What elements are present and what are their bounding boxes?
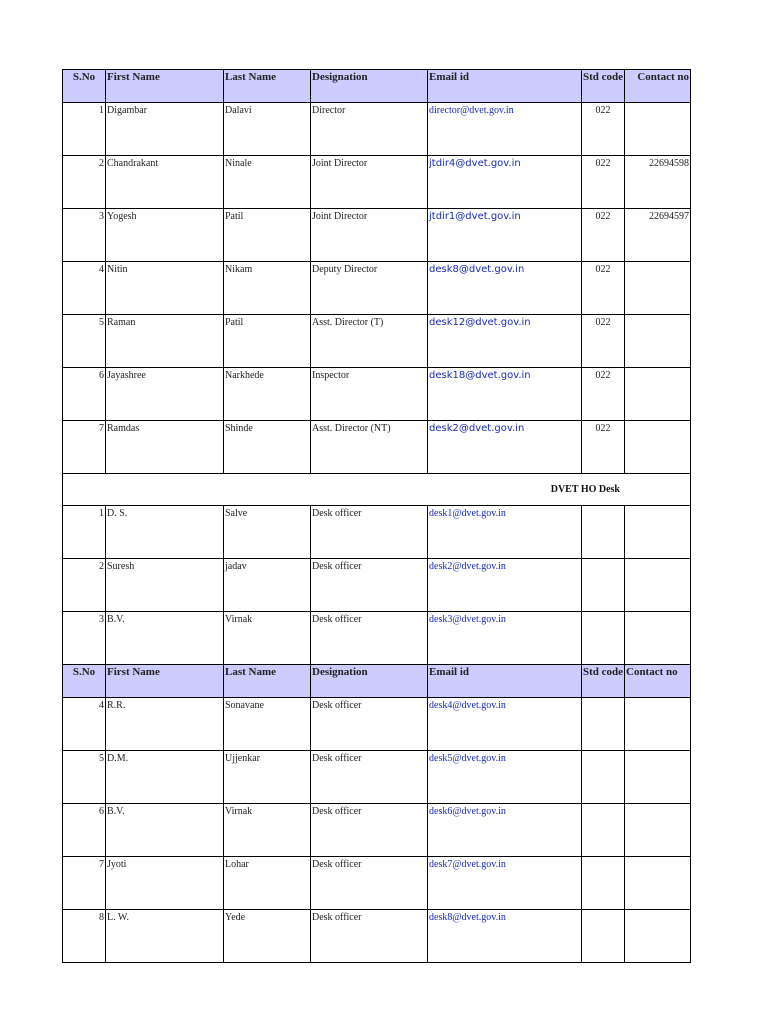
cell-first-name: R.R. bbox=[106, 698, 224, 751]
cell-contact-no bbox=[625, 804, 691, 857]
table-row bbox=[63, 751, 691, 804]
cell-first-name: D. S. bbox=[106, 506, 224, 559]
cell-last-name: Dalavi bbox=[224, 103, 311, 156]
cell-designation: Director bbox=[311, 103, 428, 156]
cell-contact-no bbox=[625, 751, 691, 804]
cell-contact-no bbox=[625, 857, 691, 910]
cell-contact-no bbox=[625, 368, 691, 421]
section-title: DVET HO Desk bbox=[63, 474, 691, 506]
cell-std-code: 022 bbox=[582, 156, 625, 209]
header-email: Email id bbox=[428, 665, 582, 698]
cell-sno: 1 bbox=[63, 506, 106, 559]
header-row bbox=[63, 70, 691, 103]
cell-last-name: Ujjenkar bbox=[224, 751, 311, 804]
cell-first-name: Raman bbox=[106, 315, 224, 368]
cell-contact-no: 22694597 bbox=[625, 209, 691, 262]
cell-email-link[interactable]: desk8@dvet.gov.in bbox=[428, 262, 582, 315]
cell-contact-no bbox=[625, 698, 691, 751]
cell-sno: 5 bbox=[63, 315, 106, 368]
cell-email-link[interactable]: desk18@dvet.gov.in bbox=[428, 368, 582, 421]
header-sno: S.No bbox=[63, 70, 106, 103]
section-row bbox=[63, 474, 691, 506]
cell-last-name: Shinde bbox=[224, 421, 311, 474]
cell-first-name: B.V. bbox=[106, 612, 224, 665]
cell-email-link[interactable]: desk5@dvet.gov.in bbox=[428, 751, 582, 804]
cell-designation: Joint Director bbox=[311, 209, 428, 262]
cell-last-name: jadav bbox=[224, 559, 311, 612]
cell-sno: 5 bbox=[63, 751, 106, 804]
table-row bbox=[63, 156, 691, 209]
cell-last-name: Patil bbox=[224, 209, 311, 262]
header-std-code: Std code bbox=[582, 665, 625, 698]
cell-std-code bbox=[582, 612, 625, 665]
cell-sno: 4 bbox=[63, 262, 106, 315]
header-first-name: First Name bbox=[106, 70, 224, 103]
cell-std-code: 022 bbox=[582, 421, 625, 474]
table-row bbox=[63, 506, 691, 559]
cell-first-name: Suresh bbox=[106, 559, 224, 612]
table-row bbox=[63, 804, 691, 857]
cell-contact-no: 22694598 bbox=[625, 156, 691, 209]
cell-email-link[interactable]: desk4@dvet.gov.in bbox=[428, 698, 582, 751]
cell-first-name: Ramdas bbox=[106, 421, 224, 474]
cell-std-code bbox=[582, 910, 625, 963]
cell-std-code: 022 bbox=[582, 368, 625, 421]
cell-email-link[interactable]: desk7@dvet.gov.in bbox=[428, 857, 582, 910]
cell-designation: Deputy Director bbox=[311, 262, 428, 315]
cell-email-link[interactable]: desk2@dvet.gov.in bbox=[428, 421, 582, 474]
cell-first-name: Jyoti bbox=[106, 857, 224, 910]
cell-email-link[interactable]: desk3@dvet.gov.in bbox=[428, 612, 582, 665]
cell-designation: Desk officer bbox=[311, 559, 428, 612]
cell-contact-no bbox=[625, 262, 691, 315]
cell-last-name: Salve bbox=[224, 506, 311, 559]
cell-email-link[interactable]: desk6@dvet.gov.in bbox=[428, 804, 582, 857]
cell-std-code bbox=[582, 751, 625, 804]
cell-last-name: Virnak bbox=[224, 804, 311, 857]
table-row bbox=[63, 262, 691, 315]
table-row bbox=[63, 103, 691, 156]
cell-std-code: 022 bbox=[582, 103, 625, 156]
cell-last-name: Sonavane bbox=[224, 698, 311, 751]
cell-contact-no bbox=[625, 421, 691, 474]
table-row bbox=[63, 559, 691, 612]
cell-email-link[interactable]: desk12@dvet.gov.in bbox=[428, 315, 582, 368]
cell-designation: Asst. Director (T) bbox=[311, 315, 428, 368]
cell-email-link[interactable]: director@dvet.gov.in bbox=[428, 103, 582, 156]
cell-designation: Desk officer bbox=[311, 751, 428, 804]
cell-contact-no bbox=[625, 559, 691, 612]
cell-designation: Desk officer bbox=[311, 804, 428, 857]
cell-designation: Desk officer bbox=[311, 506, 428, 559]
cell-first-name: Jayashree bbox=[106, 368, 224, 421]
cell-first-name: Yogesh bbox=[106, 209, 224, 262]
table-row bbox=[63, 315, 691, 368]
cell-designation: Asst. Director (NT) bbox=[311, 421, 428, 474]
header-row bbox=[63, 665, 691, 698]
cell-std-code bbox=[582, 559, 625, 612]
table-row bbox=[63, 612, 691, 665]
cell-designation: Desk officer bbox=[311, 612, 428, 665]
header-contact-no: Contact no bbox=[625, 665, 691, 698]
cell-sno: 3 bbox=[63, 209, 106, 262]
table-row bbox=[63, 698, 691, 751]
cell-designation: Desk officer bbox=[311, 857, 428, 910]
cell-email-link[interactable]: jtdir1@dvet.gov.in bbox=[428, 209, 582, 262]
cell-last-name: Virnak bbox=[224, 612, 311, 665]
cell-sno: 2 bbox=[63, 559, 106, 612]
cell-sno: 6 bbox=[63, 804, 106, 857]
cell-contact-no bbox=[625, 910, 691, 963]
cell-sno: 7 bbox=[63, 857, 106, 910]
cell-designation: Inspector bbox=[311, 368, 428, 421]
header-designation: Designation bbox=[311, 665, 428, 698]
cell-email-link[interactable]: jtdir4@dvet.gov.in bbox=[428, 156, 582, 209]
cell-sno: 2 bbox=[63, 156, 106, 209]
cell-first-name: B.V. bbox=[106, 804, 224, 857]
table-row bbox=[63, 368, 691, 421]
cell-last-name: Nikam bbox=[224, 262, 311, 315]
cell-email-link[interactable]: desk1@dvet.gov.in bbox=[428, 506, 582, 559]
cell-last-name: Ninale bbox=[224, 156, 311, 209]
cell-first-name: L. W. bbox=[106, 910, 224, 963]
cell-contact-no bbox=[625, 103, 691, 156]
header-last-name: Last Name bbox=[224, 70, 311, 103]
cell-email-link[interactable]: desk8@dvet.gov.in bbox=[428, 910, 582, 963]
cell-last-name: Narkhede bbox=[224, 368, 311, 421]
table-row bbox=[63, 910, 691, 963]
cell-std-code: 022 bbox=[582, 262, 625, 315]
cell-designation: Desk officer bbox=[311, 698, 428, 751]
cell-sno: 7 bbox=[63, 421, 106, 474]
header-sno: S.No bbox=[63, 665, 106, 698]
table-row bbox=[63, 421, 691, 474]
cell-std-code bbox=[582, 506, 625, 559]
staff-contact-table bbox=[62, 69, 691, 963]
header-designation: Designation bbox=[311, 70, 428, 103]
cell-last-name: Yede bbox=[224, 910, 311, 963]
header-last-name: Last Name bbox=[224, 665, 311, 698]
cell-std-code: 022 bbox=[582, 209, 625, 262]
cell-sno: 4 bbox=[63, 698, 106, 751]
cell-first-name: Digambar bbox=[106, 103, 224, 156]
cell-contact-no bbox=[625, 315, 691, 368]
header-contact-no: Contact no bbox=[625, 70, 691, 103]
cell-contact-no bbox=[625, 506, 691, 559]
header-first-name: First Name bbox=[106, 665, 224, 698]
cell-contact-no bbox=[625, 612, 691, 665]
table-row bbox=[63, 209, 691, 262]
cell-first-name: Chandrakant bbox=[106, 156, 224, 209]
cell-std-code: 022 bbox=[582, 315, 625, 368]
cell-designation: Joint Director bbox=[311, 156, 428, 209]
cell-last-name: Patil bbox=[224, 315, 311, 368]
cell-first-name: Nitin bbox=[106, 262, 224, 315]
cell-last-name: Lohar bbox=[224, 857, 311, 910]
cell-sno: 3 bbox=[63, 612, 106, 665]
cell-std-code bbox=[582, 857, 625, 910]
table-row bbox=[63, 857, 691, 910]
cell-std-code bbox=[582, 804, 625, 857]
cell-designation: Desk officer bbox=[311, 910, 428, 963]
cell-sno: 6 bbox=[63, 368, 106, 421]
header-email: Email id bbox=[428, 70, 582, 103]
cell-email-link[interactable]: desk2@dvet.gov.in bbox=[428, 559, 582, 612]
cell-first-name: D.M. bbox=[106, 751, 224, 804]
cell-std-code bbox=[582, 698, 625, 751]
cell-sno: 8 bbox=[63, 910, 106, 963]
cell-sno: 1 bbox=[63, 103, 106, 156]
header-std-code: Std code bbox=[582, 70, 625, 103]
